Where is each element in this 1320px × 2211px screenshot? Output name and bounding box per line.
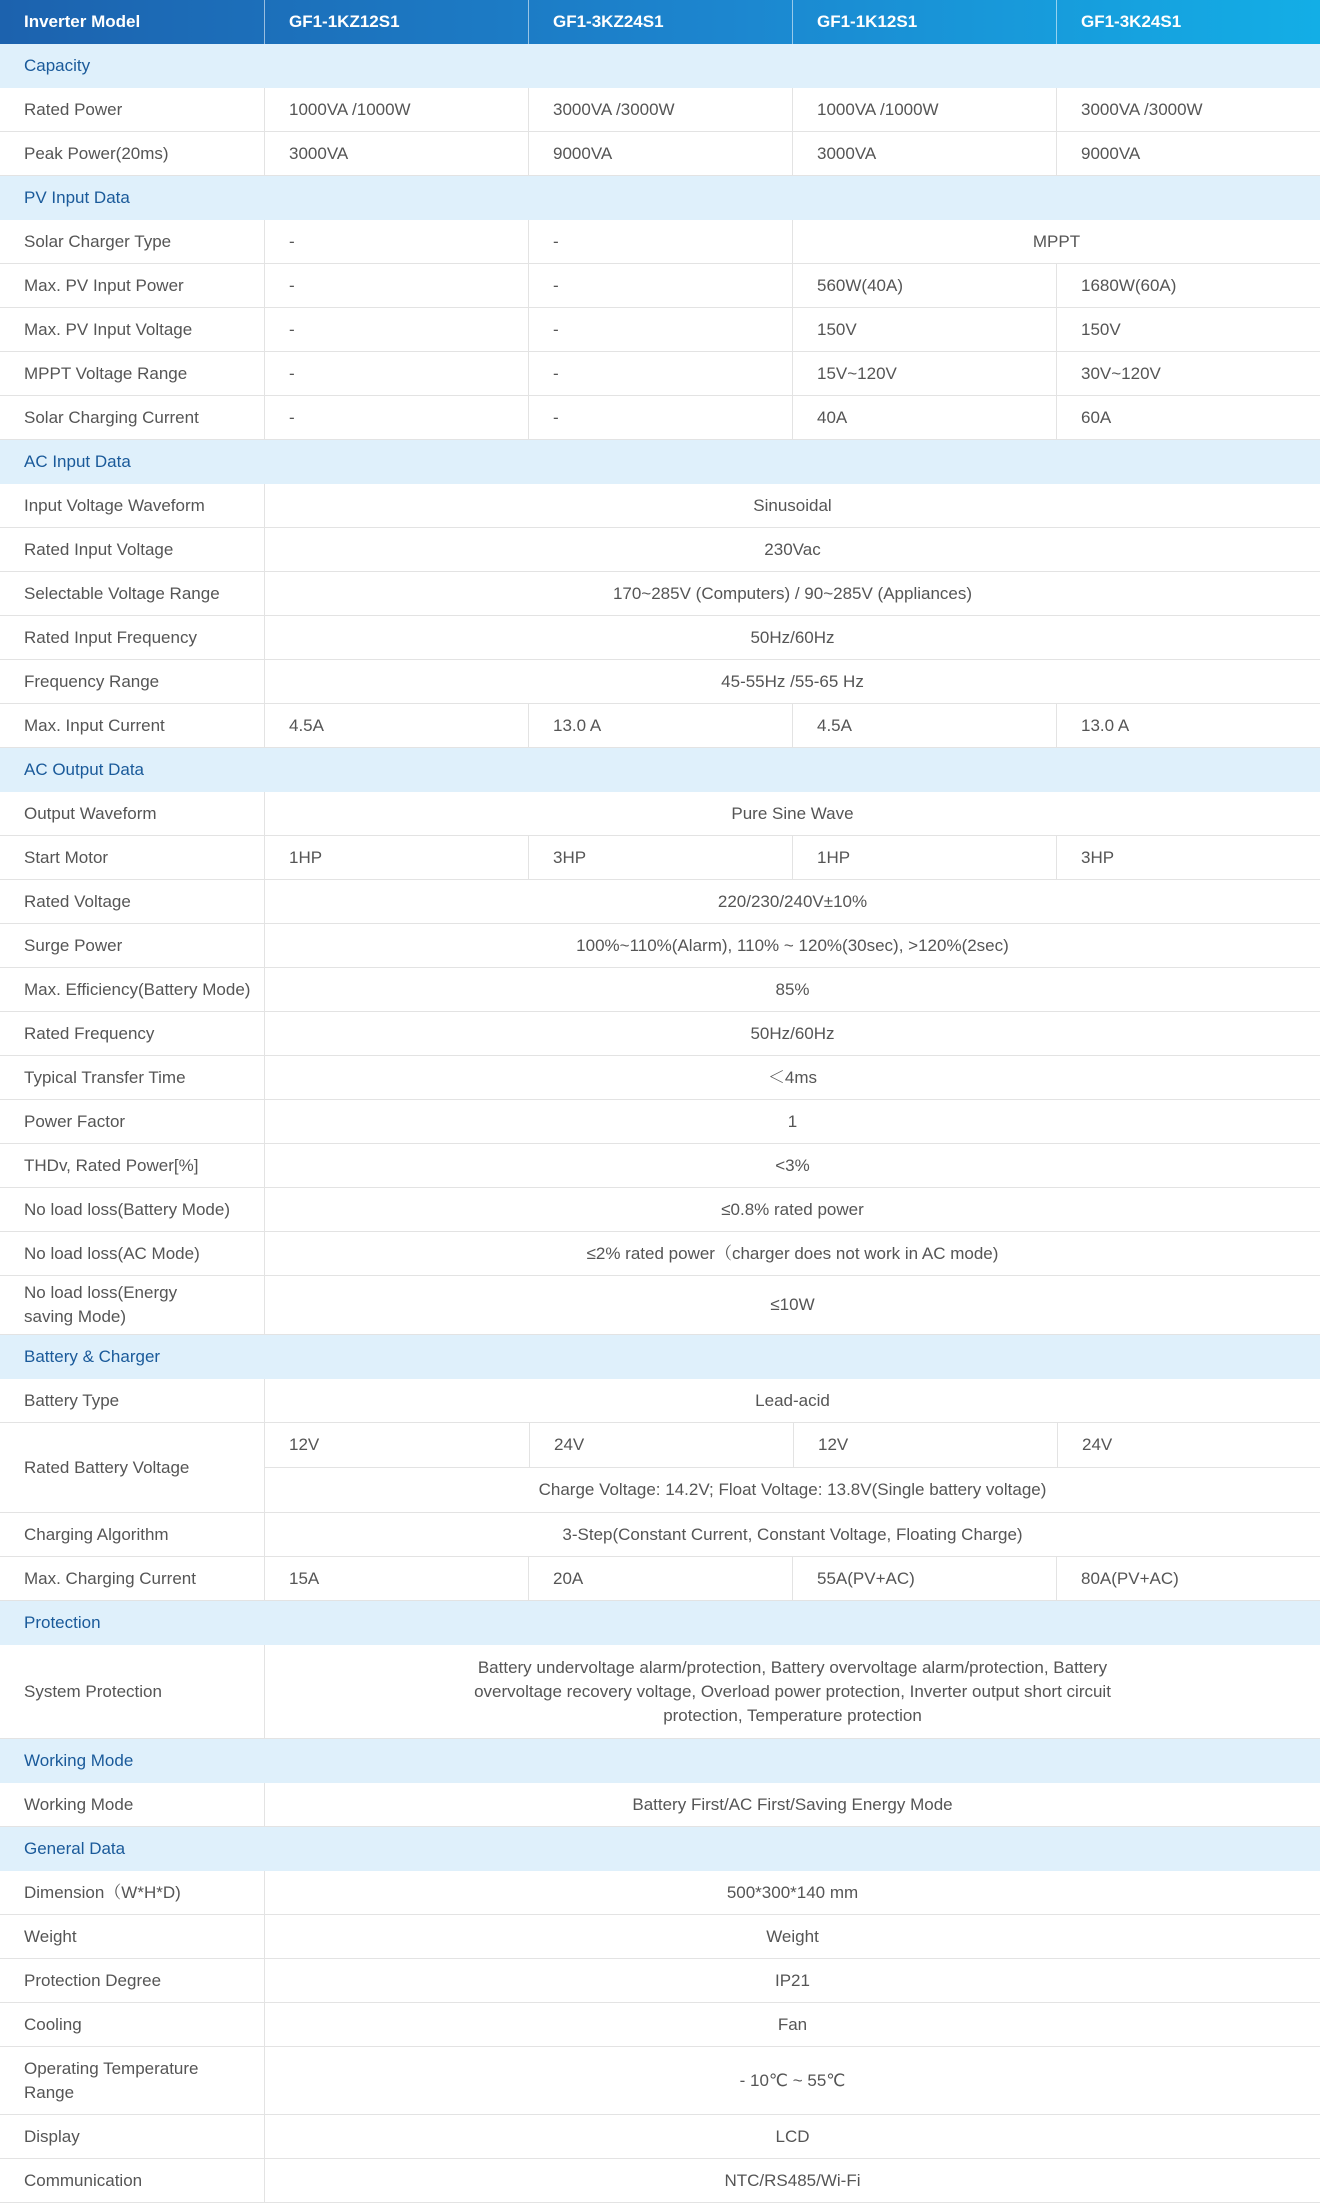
header-model: GF1-3KZ24S1: [528, 0, 792, 44]
row-value-span: ＜4ms: [264, 1056, 1320, 1100]
row-value: 1680W(60A): [1056, 264, 1320, 308]
row-value-span: 45-55Hz /55-65 Hz: [264, 660, 1320, 704]
row-value-span: IP21: [264, 1959, 1320, 2003]
row-value-span: MPPT: [792, 220, 1320, 264]
row-value-span: ≤10W: [264, 1276, 1320, 1335]
row-label: Communication: [0, 2159, 264, 2203]
row-value: -: [264, 352, 528, 396]
row-value: -: [264, 396, 528, 440]
row-label: Frequency Range: [0, 660, 264, 704]
row-label: Typical Transfer Time: [0, 1056, 264, 1100]
section-title: General Data: [0, 1827, 1320, 1871]
row-value-span: ≤0.8% rated power: [264, 1188, 1320, 1232]
row-value-span: Sinusoidal: [264, 484, 1320, 528]
header-label: Inverter Model: [24, 12, 141, 31]
row-value-span: Weight: [264, 1915, 1320, 1959]
row-value-span: LCD: [264, 2115, 1320, 2159]
row-value: 1HP: [792, 836, 1056, 880]
voltage-subrow: [265, 1423, 1320, 1467]
row-value: 40A: [792, 396, 1056, 440]
row-label: Rated Input Frequency: [0, 616, 264, 660]
row-value-span: 50Hz/60Hz: [264, 616, 1320, 660]
row-value-span: 50Hz/60Hz: [264, 1012, 1320, 1056]
row-value: 1000VA /1000W: [264, 88, 528, 132]
row-value: 30V~120V: [1056, 352, 1320, 396]
row-label: Selectable Voltage Range: [0, 572, 264, 616]
row-label: Start Motor: [0, 836, 264, 880]
row-value: 3000VA: [792, 132, 1056, 176]
row-value-span: 100%~110%(Alarm), 110% ~ 120%(30sec), >120%(2sec): [264, 924, 1320, 968]
row-label: MPPT Voltage Range: [0, 352, 264, 396]
row-label: Input Voltage Waveform: [0, 484, 264, 528]
row-label: No load loss(Battery Mode): [0, 1188, 264, 1232]
row-label: Max. Input Current: [0, 704, 264, 748]
row-value: 15V~120V: [792, 352, 1056, 396]
row-label: Operating Temperature Range: [0, 2047, 264, 2115]
row-value-span: Battery First/AC First/Saving Energy Mode: [264, 1783, 1320, 1827]
row-label: Charging Algorithm: [0, 1513, 264, 1557]
row-value: 560W(40A): [792, 264, 1056, 308]
row-value: -: [264, 308, 528, 352]
row-value: 150V: [1056, 308, 1320, 352]
row-value: 24V: [1057, 1423, 1320, 1467]
row-value: 15A: [264, 1557, 528, 1601]
row-value: 1HP: [264, 836, 528, 880]
row-value-span: 85%: [264, 968, 1320, 1012]
row-label: Rated Power: [0, 88, 264, 132]
row-value: 4.5A: [792, 704, 1056, 748]
header-model: GF1-3K24S1: [1056, 0, 1320, 44]
row-label: System Protection: [0, 1645, 264, 1739]
section-title: Battery & Charger: [0, 1335, 1320, 1379]
row-label: THDv, Rated Power[%]: [0, 1144, 264, 1188]
row-label: No load loss(AC Mode): [0, 1232, 264, 1276]
row-value: 24V: [529, 1423, 793, 1467]
row-label: Surge Power: [0, 924, 264, 968]
row-value: 9000VA: [1056, 132, 1320, 176]
row-label: Rated Frequency: [0, 1012, 264, 1056]
rated-battery-voltage-group: [264, 1423, 1320, 1513]
row-value: -: [264, 220, 528, 264]
row-label: Cooling: [0, 2003, 264, 2047]
section-title: Working Mode: [0, 1739, 1320, 1783]
section-title: Capacity: [0, 44, 1320, 88]
header-model: GF1-1KZ12S1: [264, 0, 528, 44]
row-label: Weight: [0, 1915, 264, 1959]
row-label: Display: [0, 2115, 264, 2159]
row-value-span: - 10℃ ~ 55℃: [264, 2047, 1320, 2115]
row-label: Max. Efficiency(Battery Mode): [0, 968, 264, 1012]
row-value: 12V: [289, 1435, 320, 1454]
row-label: Rated Input Voltage: [0, 528, 264, 572]
row-label: Max. PV Input Power: [0, 264, 264, 308]
row-value: 9000VA: [528, 132, 792, 176]
row-value: 1000VA /1000W: [792, 88, 1056, 132]
row-label: Output Waveform: [0, 792, 264, 836]
header-model: GF1-1K12S1: [792, 0, 1056, 44]
row-value-span: 220/230/240V±10%: [264, 880, 1320, 924]
row-value: 80A(PV+AC): [1056, 1557, 1320, 1601]
row-value: 3000VA: [264, 132, 528, 176]
row-value: 13.0 A: [1056, 704, 1320, 748]
row-label: Rated Battery Voltage: [0, 1423, 264, 1513]
row-label: Power Factor: [0, 1100, 264, 1144]
row-label: No load loss(Energy saving Mode): [0, 1276, 264, 1335]
row-value-span: Fan: [264, 2003, 1320, 2047]
row-label: Max. Charging Current: [0, 1557, 264, 1601]
row-label: Solar Charging Current: [0, 396, 264, 440]
row-label: Dimension（W*H*D): [0, 1871, 264, 1915]
row-label: Protection Degree: [0, 1959, 264, 2003]
row-value: 3HP: [1056, 836, 1320, 880]
row-value-span: Lead-acid: [264, 1379, 1320, 1423]
row-value: -: [528, 264, 792, 308]
row-value: 3000VA /3000W: [528, 88, 792, 132]
row-value-span: Pure Sine Wave: [264, 792, 1320, 836]
row-value: -: [528, 352, 792, 396]
row-value-span: Battery undervoltage alarm/protection, Battery overvoltage alarm/protection, Battery overvoltage recovery voltage, Overload power protection, Inverter output short circuit protection, Temperature protection: [264, 1645, 1320, 1739]
row-value: 4.5A: [264, 704, 528, 748]
row-label: Working Mode: [0, 1783, 264, 1827]
row-value-span: ≤2% rated power（charger does not work in AC mode): [264, 1232, 1320, 1276]
row-value-span: 3-Step(Constant Current, Constant Voltage, Floating Charge): [264, 1513, 1320, 1557]
row-value: -: [264, 264, 528, 308]
row-value-span: Charge Voltage: 14.2V; Float Voltage: 13.8V(Single battery voltage): [265, 1467, 1320, 1512]
row-value: 150V: [792, 308, 1056, 352]
row-label: Solar Charger Type: [0, 220, 264, 264]
row-value-span: <3%: [264, 1144, 1320, 1188]
row-value: 3000VA /3000W: [1056, 88, 1320, 132]
row-label: Max. PV Input Voltage: [0, 308, 264, 352]
row-value-span: 500*300*140 mm: [264, 1871, 1320, 1915]
row-value-span: 170~285V (Computers) / 90~285V (Appliances): [264, 572, 1320, 616]
row-value-span: NTC/RS485/Wi-Fi: [264, 2159, 1320, 2203]
row-value: 55A(PV+AC): [792, 1557, 1056, 1601]
row-value: -: [528, 220, 792, 264]
section-title: PV Input Data: [0, 176, 1320, 220]
row-value: -: [528, 308, 792, 352]
row-value: 13.0 A: [528, 704, 792, 748]
row-value-span: 230Vac: [264, 528, 1320, 572]
row-label: Rated Voltage: [0, 880, 264, 924]
row-value: -: [528, 396, 792, 440]
section-title: Protection: [0, 1601, 1320, 1645]
row-label: Battery Type: [0, 1379, 264, 1423]
section-title: AC Input Data: [0, 440, 1320, 484]
row-value: 20A: [528, 1557, 792, 1601]
row-label: Peak Power(20ms): [0, 132, 264, 176]
row-value-span: 1: [264, 1100, 1320, 1144]
row-value: 3HP: [528, 836, 792, 880]
section-title: AC Output Data: [0, 748, 1320, 792]
row-value: 12V: [793, 1423, 1057, 1467]
row-value: 60A: [1056, 396, 1320, 440]
